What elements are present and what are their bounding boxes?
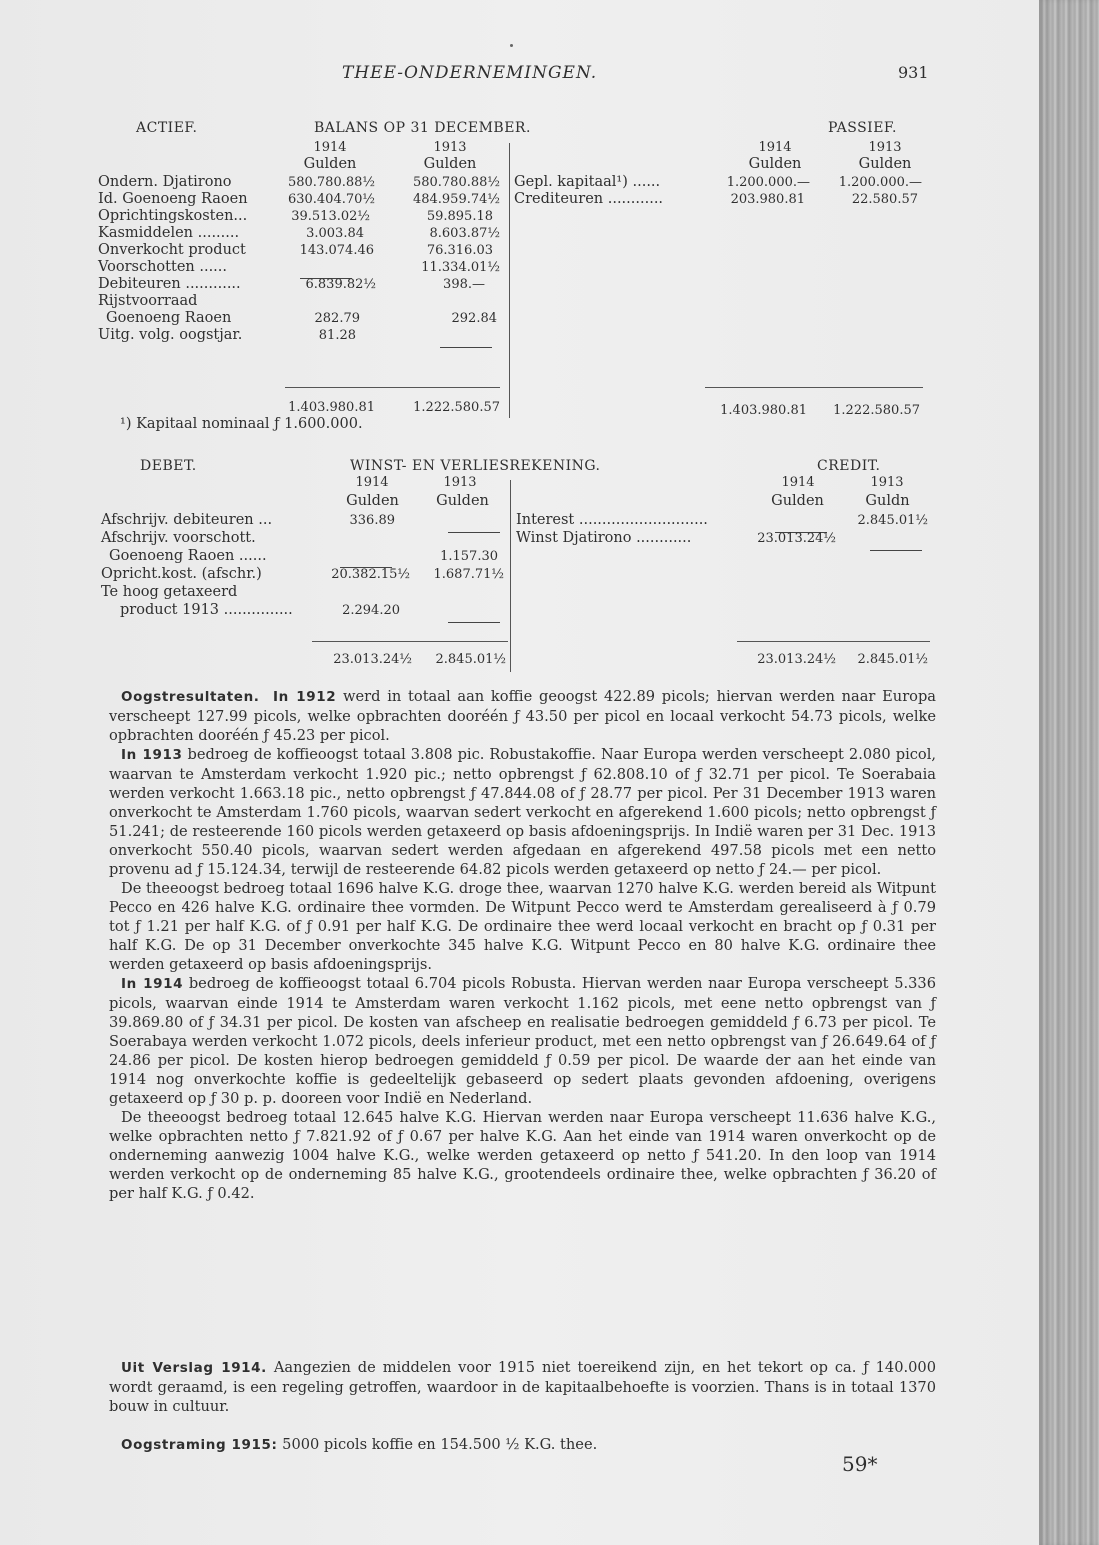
section-heading: Oogstraming 1915: (121, 1437, 278, 1453)
asset-value-1913: 8.603.87½ (429, 226, 500, 241)
balance-divider (509, 143, 510, 418)
pl-left-title: DEBET. (140, 458, 197, 474)
asset-label: Goenoeng Raoen (106, 310, 232, 326)
liab-unit-1913: Gulden (858, 156, 912, 172)
asset-label: Oprichtingskosten... (98, 208, 248, 224)
balance-left-title: ACTIEF. (136, 120, 198, 136)
debit-value-1914: 2.294.20 (342, 603, 400, 618)
asset-value-1913: 292.84 (451, 311, 497, 326)
asset-value-1913: 59.895.18 (426, 209, 493, 224)
asset-value-1914: 39.513.02½ (291, 209, 370, 224)
liabilities-total-rule (705, 387, 923, 388)
debit-value-1913-dash (448, 522, 500, 541)
asset-value-1914: 580.780.88½ (287, 175, 375, 190)
liability-label: Gepl. kapitaal¹) ...... (514, 174, 661, 190)
asset-value-1914: 143.074.46 (299, 243, 374, 258)
credit-total-1913: 2.845.01½ (857, 652, 928, 667)
asset-label: Uitg. volg. oogstjar. (98, 327, 243, 343)
credit-label: Interest ............................ (516, 512, 708, 528)
debit-unit-1913: Gulden (436, 493, 489, 509)
paragraph-1913 (109, 745, 936, 879)
pl-divider (510, 480, 511, 672)
credit-value-1913-dash (870, 540, 922, 559)
debit-label: Goenoeng Raoen ...... (109, 548, 267, 564)
assets-unit-1913: Gulden (423, 156, 477, 172)
asset-value-1913: 580.780.88½ (412, 175, 500, 190)
paragraph-text: bedroeg de koffieoogst totaal 3.808 pic. Robustakoffie. Naar Europa werden verscheept 2.080 picol, waarvan te Amsterdam verkocht 1.920 pic.; netto opbrengst ƒ 62.808.10 of ƒ 32.71 per picol. Te Soerabaia werden verkocht 1.663.18 pic., netto opbrengst ƒ 47.844.08 of ƒ 28.77 per picol. Per 31 December 1913 waren onverkocht te Amsterdam 1.760 picols, waarvan sedert verkocht en afgerekend 1.600 picols; netto opbrengst ƒ 51.241; de resteerende 160 picols werden getaxeerd op basis afdoeningsprijs. In Indië waren per 31 Dec. 1913 onverkocht 550.40 picols, waarvan sedert werden afgedaan en afgerekend 497.58 picols met een netto provenu ad ƒ 15.124.34, terwijl de resteerende 64.82 picols werden getaxeerd op netto ƒ 24.— per picol. (109, 746, 936, 878)
asset-value-1914: 3.003.84 (306, 226, 364, 241)
pl-right-title: CREDIT. (817, 458, 881, 474)
liability-value-1914: 203.980.81 (730, 192, 805, 207)
liab-year-1913: 1913 (868, 140, 902, 155)
asset-label: Id. Goenoeng Raoen (98, 191, 248, 207)
asset-value-1913-dash (440, 337, 492, 356)
paragraph-text: bedroeg de koffieoogst totaal 6.704 picols Robusta. Hiervan werden naar Europa verscheept 5.336 picols, waarvan einde 1914 te Amsterdam waren verkocht 1.162 picols, met eene netto opbrengst van ƒ 39.869.80 of ƒ 34.31 per picol. De kosten van afscheep en realisatie bedroegen gemiddeld ƒ 6.73 per picol. Te Soerabaya werden verkocht 1.072 picols, deels inferieur product, met een netto opbrengst van ƒ 26.649.64 of ƒ 24.86 per picol. De kosten hierop bedroegen gemiddeld ƒ 0.59 per picol. De waarde der aan het einde van 1914 nog onverkochte koffie is gedeeltelijk gebaseerd op sedert plaats gevonden afdoening, overigens getaxeerd op ƒ 30 p. p. dooreen voor Indië en Nederland. (109, 975, 936, 1107)
paragraph-text: 5000 picols koffie en 154.500 ½ K.G. thee. (277, 1436, 598, 1453)
section-heading: Oogstresultaten. (121, 689, 260, 705)
paragraph-estimate (109, 1435, 936, 1455)
assets-year-1913: 1913 (433, 140, 467, 155)
debit-label: Opricht.kost. (afschr.) (101, 566, 262, 582)
credit-value-1914: 23.013.24½ (757, 531, 836, 546)
asset-value-1914: 282.79 (314, 311, 360, 326)
running-title: THEE-ONDERNEMINGEN. (342, 63, 598, 83)
debit-total-rule (312, 641, 508, 642)
balance-right-title: PASSIEF. (828, 120, 897, 136)
paragraph-text: De theeoogst bedroeg totaal 12.645 halve K.G. Hiervan werden naar Europa verscheept 11.636 halve K.G., welke opbrachten netto ƒ 7.821.92 of ƒ 0.67 per halve K.G. Aan het einde van 1914 waren onverkocht op de onderneming aanwezig 1004 halve K.G., welke werden getaxeerd op netto ƒ 541.20. In den loop van 1914 werden verkocht op de onderneming 85 halve K.G., grootendeels ordinaire thee, welke opbrachten ƒ 36.20 of per half K.G. ƒ 0.42. (109, 1109, 936, 1202)
debit-value-1913-dash (448, 612, 500, 631)
report-1914-text (109, 1358, 936, 1416)
year-lead: In 1912 (273, 689, 337, 705)
asset-value-1914: 81.28 (318, 328, 356, 343)
paragraph-text: werd in totaal aan koffie geoogst 422.89 picols; hiervan werden naar Europa verscheept 127.99 picols, welke opbrachten dooréén ƒ 43.50 per picol en locaal verkocht 54.73 picols, welke opbrachten dooréén ƒ 45.23 per picol. (109, 688, 937, 744)
paragraph-tea-1914 (109, 1108, 936, 1203)
debit-unit-1914: Gulden (346, 493, 399, 509)
print-speck (510, 44, 513, 47)
debit-value-1914: 336.89 (349, 513, 395, 528)
signature-mark: 59* (842, 1452, 878, 1476)
asset-label: Kasmiddelen ......... (98, 225, 240, 241)
liability-value-1914: 1.200.000.— (726, 175, 810, 190)
debit-value-1913: 1.687.71½ (433, 567, 504, 582)
paragraph-text: De theeoogst bedroeg totaal 1696 halve K.G. droge thee, waarvan 1270 halve K.G. werden bereid als Witpunt Pecco en 426 halve K.G. ordinaire thee vormden. De Witpunt Pecco werd te Amsterdam gerealiseerd à ƒ 0.79 tot ƒ 1.21 per half K.G. of ƒ 0.91 per half K.G. De ordinaire thee werd locaal verkocht en bracht op ƒ 0.31 per half K.G. De op 31 December onverkochte 345 halve K.G. Witpunt Pecco en 80 halve K.G. ordinaire thee werden getaxeerd op basis afdoeningsprijs. (109, 880, 936, 973)
paragraph-report (109, 1358, 936, 1416)
paragraph-text: Aangezien de middelen voor 1915 niet toereikend zijn, en het tekort op ca. ƒ 140.000 wordt geraamd, is een regeling getroffen, waardoor in de kapitaalbehoefte is voorzien. Thans is in totaal 1370 bouw in cultuur. (109, 1359, 936, 1415)
balance-footnote: ¹) Kapitaal nominaal ƒ 1.600.000. (120, 416, 363, 432)
liabilities-total-1913: 1.222.580.57 (833, 403, 920, 418)
liability-label: Crediteuren ............ (514, 191, 664, 207)
paragraph-1912 (109, 687, 936, 745)
debit-value-1914: 20.382.15½ (331, 567, 410, 582)
page-number: 931 (898, 63, 929, 82)
pl-center-title: WINST- EN VERLIESREKENING. (350, 458, 601, 474)
asset-value-1913: 76.316.03 (426, 243, 493, 258)
liab-unit-1914: Gulden (748, 156, 802, 172)
asset-value-1913: 11.334.01½ (421, 260, 500, 275)
debit-year-1913: 1913 (443, 475, 477, 490)
harvest-estimate-text (109, 1435, 936, 1455)
assets-total-rule (285, 387, 500, 388)
liab-year-1914: 1914 (758, 140, 792, 155)
assets-unit-1914: Gulden (303, 156, 357, 172)
paragraph-1914 (109, 974, 936, 1108)
asset-label: Rijstvoorraad (98, 293, 198, 309)
balance-center-title: BALANS OP 31 DECEMBER. (314, 120, 531, 136)
debit-total-1914: 23.013.24½ (333, 652, 412, 667)
asset-label: Onverkocht product (98, 242, 246, 258)
assets-year-1914: 1914 (313, 140, 347, 155)
asset-value-1914: 6.839.82½ (305, 277, 376, 292)
assets-total-1913: 1.222.580.57 (413, 400, 500, 415)
credit-unit-1913: Guldn (865, 493, 910, 509)
asset-label: Debiteuren ............ (98, 276, 241, 292)
asset-label: Ondern. Djatirono (98, 174, 232, 190)
section-heading: Uit Verslag 1914. (121, 1360, 267, 1376)
debit-value-1913: 1.157.30 (440, 549, 498, 564)
harvest-results-text (109, 687, 936, 1203)
paragraph-tea-1913 (109, 879, 936, 974)
credit-year-1913: 1913 (870, 475, 904, 490)
asset-value-1913: 484.959.74½ (412, 192, 500, 207)
liability-value-1913: 22.580.57 (851, 192, 918, 207)
credit-year-1914: 1914 (781, 475, 815, 490)
credit-value-1913: 2.845.01½ (857, 513, 928, 528)
credit-total-rule (737, 641, 930, 642)
asset-value-1913: 398.— (443, 277, 485, 292)
asset-label: Voorschotten ...... (98, 259, 227, 275)
debit-label: Afschrijv. debiteuren ... (101, 512, 273, 528)
asset-value-1914: 630.404.70½ (287, 192, 375, 207)
debit-total-1913: 2.845.01½ (435, 652, 506, 667)
credit-label: Winst Djatirono ............ (516, 530, 692, 546)
debit-label: Te hoog getaxeerd (101, 584, 238, 600)
year-lead: In 1913 (121, 747, 183, 763)
debit-label: Afschrijv. voorschott. (101, 530, 256, 546)
assets-total-1914: 1.403.980.81 (288, 400, 375, 415)
year-lead: In 1914 (121, 976, 184, 992)
credit-total-1914: 23.013.24½ (757, 652, 836, 667)
debit-label: product 1913 ............... (120, 602, 293, 618)
liabilities-total-1914: 1.403.980.81 (720, 403, 807, 418)
liability-value-1913: 1.200.000.— (838, 175, 922, 190)
book-binding (1039, 0, 1099, 1545)
debit-year-1914: 1914 (355, 475, 389, 490)
credit-unit-1914: Gulden (771, 493, 824, 509)
